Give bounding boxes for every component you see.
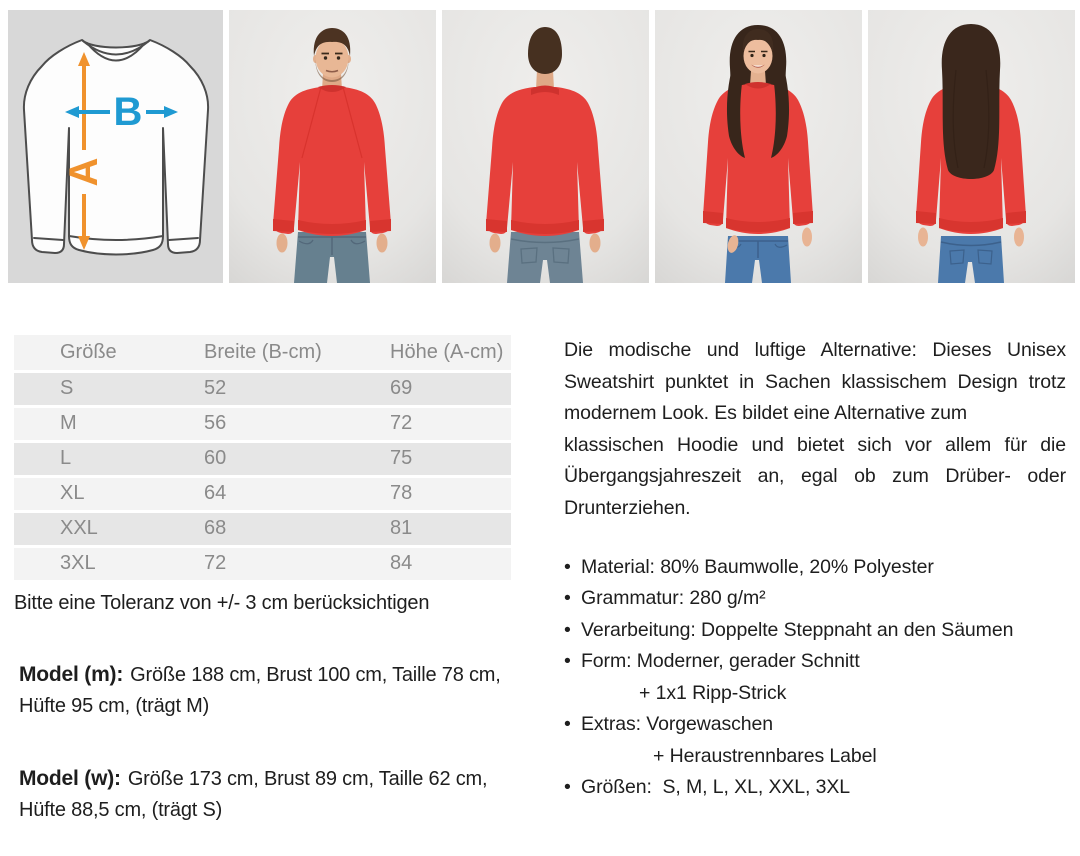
product-gallery [0, 0, 1080, 283]
hand [918, 228, 928, 247]
product-details [0, 335, 1080, 826]
hand [802, 228, 812, 247]
hand [277, 234, 288, 253]
table-row: S 52 69 [14, 371, 511, 406]
female-back-figure [868, 10, 1075, 283]
table-row: M 56 72 [14, 406, 511, 441]
feature-item-material: • Material: 80% Baumwolle, 20% Polyester [564, 552, 1066, 584]
sweatshirt-outline [24, 40, 208, 255]
description-line: Drunterziehen. [564, 496, 691, 519]
feature-item-grammatur: • Grammatur: 280 g/m² [564, 583, 1066, 615]
table-row: 3XL 72 84 [14, 546, 511, 581]
size-diagram-panel [8, 10, 223, 283]
description-line: Übergangsjahreszeit an, egal ob zum Drüber- oder [564, 465, 1066, 488]
label-b: B [113, 90, 143, 134]
feature-item-sizes: • Größen: S, M, L, XL, XXL, 3XL [564, 772, 1066, 804]
size-info-column [14, 335, 511, 826]
feature-list [564, 552, 1066, 804]
feature-item-form: • Form: Moderner, gerader Schnitt [564, 646, 1066, 678]
feature-item-form-continued: + 1x1 Ripp-Strick [639, 681, 787, 704]
bullet-icon: • [564, 555, 571, 578]
female-front-figure [655, 10, 862, 283]
bullet-icon: • [564, 776, 571, 799]
table-row: XXL 68 81 [14, 511, 511, 546]
model-male-label: Model (m): [19, 662, 124, 686]
table-row: XL 64 78 [14, 476, 511, 511]
label-a: A [62, 157, 106, 187]
bullet-icon: • [564, 650, 571, 673]
table-row: L 60 75 [14, 441, 511, 476]
description-line: Sweatshirt punktet in Sachen klassischem Design trotz [564, 370, 1066, 393]
hand [377, 234, 388, 253]
sweatshirt [273, 87, 391, 236]
feature-item-extras: • Extras: Vorgewaschen [564, 709, 1066, 741]
col-header-width: Breite (B-cm) [204, 335, 390, 371]
photo-male-front [229, 10, 436, 283]
feature-item-verarbeitung: • Verarbeitung: Doppelte Steppnaht an den Säumen [564, 615, 1066, 647]
col-header-height: Höhe (A-cm) [390, 335, 511, 371]
model-male-measurements: Model (m): Größe 188 cm, Brust 100 cm, Taille 78 cm, Hüfte 95 cm, (trägt M) [19, 662, 501, 717]
male-front-figure [229, 10, 436, 283]
tolerance-note: Bitte eine Toleranz von +/- 3 cm berücksichtigen [14, 591, 430, 614]
bullet-icon: • [564, 618, 571, 641]
hand [490, 234, 501, 253]
bullet-icon: • [564, 587, 571, 610]
description-line: Die modische und luftige Alternative: Dieses Unisex [564, 339, 1066, 361]
size-diagram [8, 10, 223, 283]
description-line: klassischen Hoodie und bietet sich vor allem für die [564, 433, 1066, 456]
photo-female-back [868, 10, 1075, 283]
male-back-figure [442, 10, 649, 283]
feature-item-extras-continued: + Heraustrennbares Label [653, 744, 877, 767]
photo-male-back [442, 10, 649, 283]
hair [942, 24, 1001, 179]
size-table-header-row [14, 335, 511, 371]
size-table [14, 335, 511, 583]
col-header-size: Größe [14, 335, 204, 371]
model-female-measurements: Model (w): Größe 173 cm, Brust 89 cm, Taille 62 cm, Hüfte 88,5 cm, (trägt S) [19, 766, 488, 821]
photo-female-front [655, 10, 862, 283]
hand [590, 234, 601, 253]
product-description [564, 335, 1066, 525]
description-column [564, 335, 1066, 826]
hand [1014, 228, 1024, 247]
sweatshirt [486, 87, 604, 236]
model-female-label: Model (w): [19, 766, 121, 790]
sweatshirt [703, 84, 813, 234]
description-line: modernem Look. Es bildet eine Alternative zum [564, 402, 968, 425]
bullet-icon: • [564, 713, 571, 736]
